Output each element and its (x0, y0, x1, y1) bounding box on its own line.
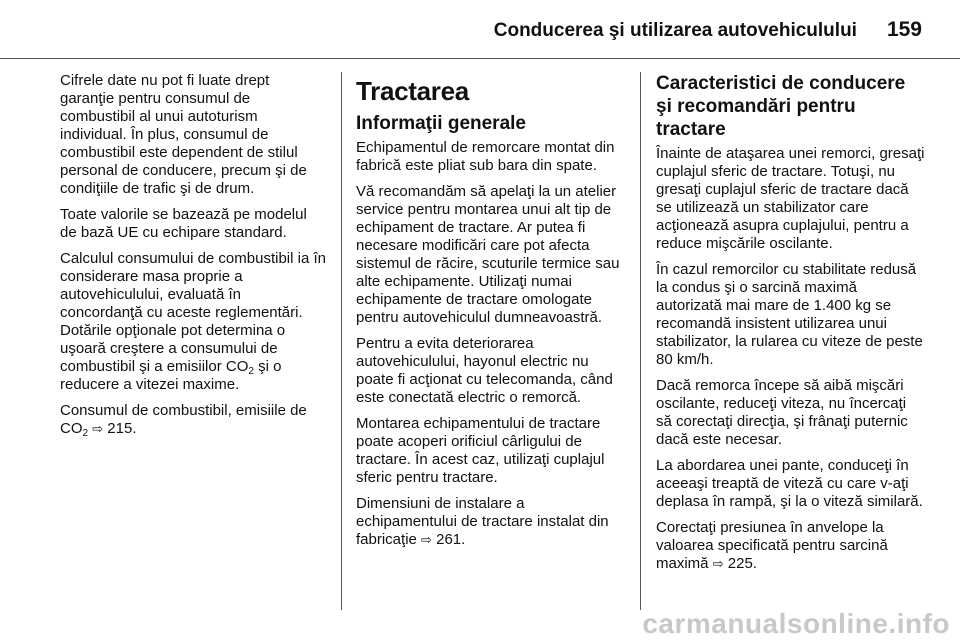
text-fragment: Calculul consumului de combustibil ia în considerare masa proprie a autovehiculului, evaluată în concordanţă cu aceste reglementări. Dotările opţionale pot determina o uşoară creştere a consumului de combustibil şi a emisiilor CO (60, 250, 326, 375)
paragraph (60, 402, 326, 438)
subsection-heading: Caracteristici de conducere şi recomandări pentru tractare (656, 73, 906, 140)
column-divider (640, 72, 641, 610)
paragraph: Montarea echipamentului de tractare poate acoperi orificiul cârligului de tractare. În acest caz, utilizaţi cuplajul sferic pentru tractare. (356, 415, 605, 486)
paragraph (60, 250, 326, 394)
column-right (656, 72, 926, 581)
subscript: 2 (82, 428, 89, 439)
paragraph (656, 519, 926, 573)
column-divider (341, 72, 342, 610)
paragraph: Cifrele date nu pot fi luate drept garanţie pentru consumul de combustibil al unui autoturism individual. În plus, consumul de combustibil este dependent de stilul personal de conducere, precum şi de condiţiile de trafic şi de drum. (60, 72, 307, 197)
column-left (60, 72, 326, 446)
page-reference[interactable]: 261. (431, 531, 466, 548)
page-reference[interactable]: 225. (723, 555, 757, 572)
page-number: 159 (886, 18, 922, 41)
subscript: 2 (248, 366, 254, 377)
paragraph: Toate valorile se bazează pe modelul de bază UE cu echipare standard. (60, 206, 307, 241)
paragraph: Vă recomandăm să apelaţi la un atelier service pentru montarea unui alt tip de echipament de tractare. Ar putea fi necesare modificări care pot afecta sistemul de răcire, scuturile termice sau alte echipamente. Utilizaţi numai echipamente de tractare omologate pentru autovehiculul dumneavoastră. (356, 183, 620, 326)
section-heading: Tractarea (356, 76, 469, 106)
page-reference[interactable]: 215. (103, 420, 137, 437)
paragraph: Dacă remorca începe să aibă mişcări oscilante, reduceţi viteza, nu încercaţi să corectaţi direcţia, şi frânaţi puternic dacă este necesar. (656, 377, 908, 448)
paragraph: Echipamentul de remorcare montat din fabrică este pliat sub bara din spate. (356, 139, 615, 174)
column-middle (356, 72, 626, 557)
text-fragment: Dimensiuni de instalare a echipamentului de tractare instalat din fabricaţie (356, 495, 609, 548)
header-title: Conducerea şi utilizarea autovehiculului (493, 20, 857, 41)
text-fragment: Corectaţi presiunea în anvelope la valoarea specificată pentru sarcină maximă (656, 519, 888, 572)
header-divider (0, 58, 960, 59)
paragraph (356, 495, 626, 549)
subsection-heading: Informaţii generale (356, 113, 526, 134)
page-reference-arrow-icon: ⇨ (712, 556, 724, 571)
page-reference-arrow-icon: ⇨ (92, 421, 104, 436)
page-header (494, 18, 922, 42)
text-fragment: şi o reducere a vitezei maxime. (60, 358, 282, 393)
page-reference-arrow-icon: ⇨ (421, 532, 432, 547)
paragraph: În cazul remorcilor cu stabilitate redusă la condus şi o sarcină maximă autorizată mai mare de 1.400 kg se recomandă insistent utilizarea unui stabilizator, la rularea cu viteze de peste 80 km/h. (656, 261, 923, 368)
text-fragment: Consumul de combustibil, emisiile de CO (60, 402, 307, 437)
watermark: carmanualsonline.info (642, 608, 950, 639)
paragraph: Înainte de ataşarea unei remorci, gresaţi cuplajul sferic de tractare. Totuşi, nu gresaţi cuplajul sferic de tractare dacă se utilizează un stabilizator care acţionează asupra cuplajului, pentru a reduce mişcările oscilante. (656, 145, 925, 252)
paragraph: La abordarea unei pante, conduceţi în aceeaşi treaptă de viteză cu care v-aţi deplasa în rampă, şi la o viteză similară. (656, 457, 923, 510)
paragraph: Pentru a evita deteriorarea autovehiculului, hayonul electric nu poate fi acţionat cu telecomanda, când este conectată electric o remorcă. (356, 335, 613, 406)
